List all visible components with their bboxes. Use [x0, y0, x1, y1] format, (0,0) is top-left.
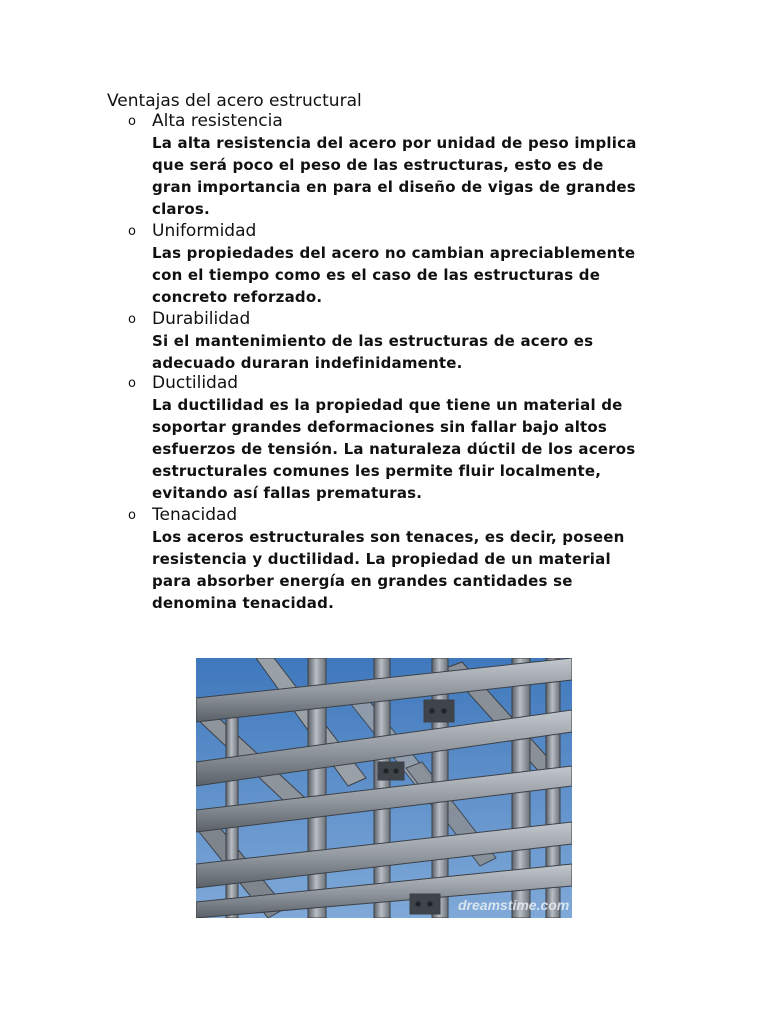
body-line: evitando así fallas prematuras. [152, 484, 423, 502]
steel-structure-photo [196, 658, 572, 918]
section-heading: Alta resistencia [152, 111, 283, 131]
body-line: Las propiedades del acero no cambian apreciablemente [152, 244, 636, 262]
bullet-marker: o [128, 114, 136, 129]
body-line: estructurales comunes les permite fluir localmente, [152, 462, 602, 480]
body-line: adecuado duraran indefinidamente. [152, 354, 463, 372]
body-line: soportar grandes deformaciones sin fallar bajo altos [152, 418, 608, 436]
section-heading: Durabilidad [152, 309, 251, 329]
section-body [152, 242, 672, 308]
body-line: denomina tenacidad. [152, 594, 334, 612]
bullet-marker: o [128, 224, 136, 239]
bullet-marker: o [128, 508, 136, 523]
body-line: para absorber energía en grandes cantidades se [152, 572, 573, 590]
section-body [152, 394, 672, 504]
section-heading: Uniformidad [152, 221, 257, 241]
body-line: concreto reforzado. [152, 288, 323, 306]
section-body [152, 526, 672, 614]
photo-watermark: dreamstime.com [458, 897, 570, 913]
body-line: La ductilidad es la propiedad que tiene un material de [152, 396, 623, 414]
section-heading: Tenacidad [152, 505, 238, 525]
body-line: claros. [152, 200, 210, 218]
bullet-marker: o [128, 312, 136, 327]
body-line: con el tiempo como es el caso de las estructuras de [152, 266, 601, 284]
body-line: gran importancia en para el diseño de vigas de grandes [152, 178, 636, 196]
section-heading: Ductilidad [152, 373, 239, 393]
section-body [152, 132, 672, 220]
document-title: Ventajas del acero estructural [107, 91, 362, 111]
body-line: La alta resistencia del acero por unidad de peso implica [152, 134, 637, 152]
bullet-marker: o [128, 376, 136, 391]
body-line: Si el mantenimiento de las estructuras de acero es [152, 332, 594, 350]
section-body [152, 330, 672, 374]
body-line: resistencia y ductilidad. La propiedad de un material [152, 550, 611, 568]
body-line: Los aceros estructurales son tenaces, es decir, poseen [152, 528, 625, 546]
body-line: esfuerzos de tensión. La naturaleza dúctil de los aceros [152, 440, 636, 458]
body-line: que será poco el peso de las estructuras, esto es de [152, 156, 604, 174]
